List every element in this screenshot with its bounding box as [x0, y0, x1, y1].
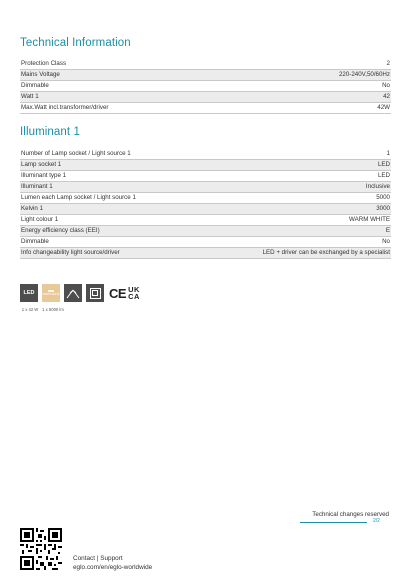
warm-white-icon	[42, 284, 60, 302]
spec-row	[20, 182, 391, 193]
spec-row	[20, 81, 391, 92]
spec-row	[20, 70, 391, 81]
spec-label: Dimmable	[20, 237, 196, 248]
spec-value: LED	[196, 171, 391, 182]
spec-row	[20, 237, 391, 248]
lumen-caption: 1 x 5000 lm	[42, 307, 64, 312]
spec-label: Light colour 1	[20, 215, 196, 226]
contact-support-link[interactable]: Contact | Support	[73, 555, 123, 562]
spec-value: Inclusive	[196, 182, 391, 193]
spec-row	[20, 160, 391, 171]
spec-value: WARM WHITE	[196, 215, 391, 226]
warm-white-icon-lamp	[48, 290, 54, 292]
spec-row	[20, 204, 391, 215]
spec-row	[20, 149, 391, 160]
spec-value: 220-240V,50/60Hz	[253, 70, 391, 81]
spec-label: Number of Lamp socket / Light source 1	[20, 149, 196, 160]
spec-row	[20, 248, 391, 259]
spec-value: 5000	[196, 193, 391, 204]
led-icon-label: LED	[23, 290, 35, 296]
qr-code-icon[interactable]	[20, 528, 62, 570]
ukca-top: UK	[128, 285, 140, 294]
footer-divider	[300, 522, 367, 523]
spec-row	[20, 193, 391, 204]
page-number: 2/2	[373, 518, 380, 524]
spec-label: Lumen each Lamp socket / Light source 1	[20, 193, 196, 204]
spec-row	[20, 103, 391, 114]
warm-white-icon-label: WARM WHITE	[42, 293, 60, 296]
spec-value: LED + driver can be exchanged by a specialist	[196, 248, 391, 259]
ukca-mark-icon	[128, 286, 140, 300]
beam-angle-icon	[64, 284, 82, 302]
contact-block	[73, 555, 152, 572]
spec-value: 42	[253, 92, 391, 103]
spec-label: Kelvin 1	[20, 204, 196, 215]
spec-value: 3000	[196, 204, 391, 215]
spec-row	[20, 215, 391, 226]
protection-class-outer-square	[90, 288, 101, 299]
spec-row	[20, 226, 391, 237]
spec-value: No	[196, 237, 391, 248]
spec-label: Info changeability light source/driver	[20, 248, 196, 259]
spec-row	[20, 92, 391, 103]
spec-label: Illuminant 1	[20, 182, 196, 193]
technical-information-heading: Technical Information	[20, 37, 131, 49]
protection-class-2-icon	[86, 284, 104, 302]
product-icon-row	[20, 283, 140, 303]
beam-angle-icon-glyph	[66, 287, 80, 299]
spec-value: 1	[196, 149, 391, 160]
spec-label: Energy efficiency class (EEI)	[20, 226, 196, 237]
ukca-bottom: CA	[128, 292, 140, 301]
contact-url-link[interactable]: eglo.com/en/eglo-worldwide	[73, 563, 153, 571]
watt-caption: 1 x 42 W	[21, 307, 39, 312]
spec-label: Protection Class	[20, 59, 253, 70]
spec-label: Mains Voltage	[20, 70, 253, 81]
spec-label: Dimmable	[20, 81, 253, 92]
spec-value: LED	[196, 160, 391, 171]
led-icon	[20, 284, 38, 302]
protection-class-inner-square	[92, 290, 98, 296]
ce-mark-icon: CE	[109, 285, 127, 301]
spec-label: Watt 1	[20, 92, 253, 103]
spec-value: 42W	[253, 103, 391, 114]
spec-label: Illuminant type 1	[20, 171, 196, 182]
technical-changes-note: Technical changes reserved	[312, 511, 389, 518]
spec-row	[20, 171, 391, 182]
spec-row	[20, 59, 391, 70]
spec-value: 2	[253, 59, 391, 70]
illuminant-heading: Illuminant 1	[20, 126, 81, 138]
spec-label: Max.Watt incl.transformer/driver	[20, 103, 253, 114]
spec-value: E	[196, 226, 391, 237]
illuminant-table	[20, 149, 391, 259]
technical-information-table	[20, 59, 391, 114]
spec-value: No	[253, 81, 391, 92]
spec-label: Lamp socket 1	[20, 160, 196, 171]
